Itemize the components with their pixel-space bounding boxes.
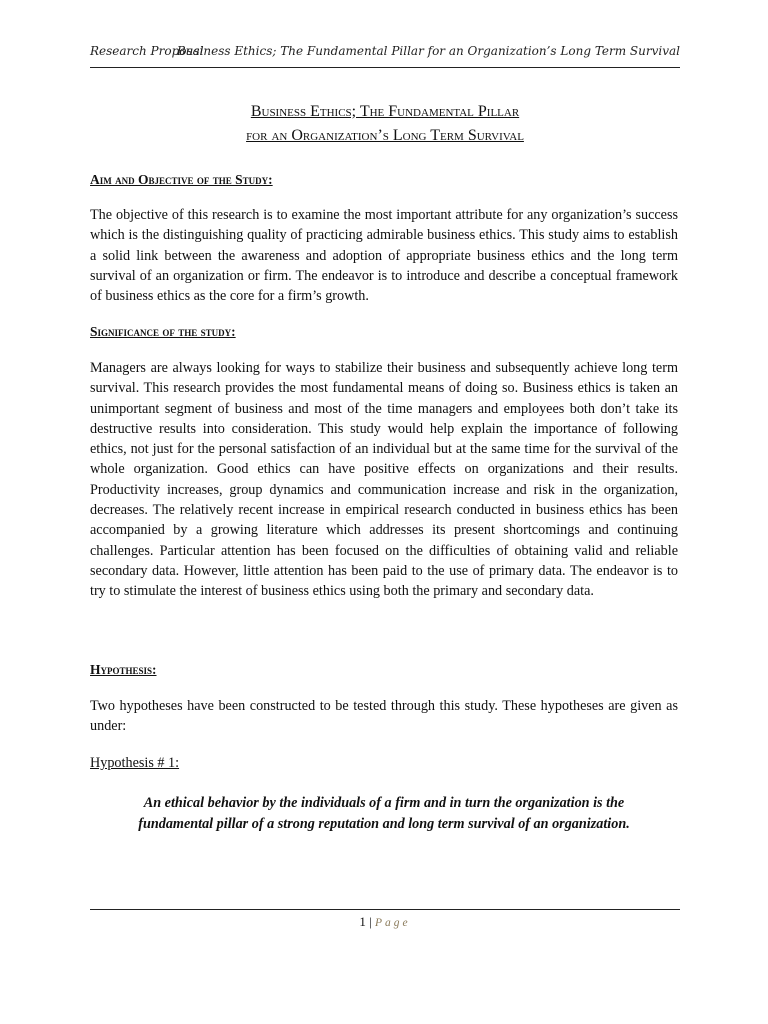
header-left-text: Research Proposal (90, 44, 204, 58)
significance-paragraph: Managers are always looking for ways to stabilize their business and subsequently achieve long term survival. This research provides the most fundamental means of doing so. Business ethics is taken an unimportant segment of business and most of the time managers and employees both don’t take its destructive results into consideration. This study would help explain the importance of following ethics, not just for the personal satisfaction of an individual but at the same time for the survival of the whole organization. Good ethics can have positive effects on organizations and their results. Productivity increases, group dynamics and communication increase and risk in the organization, decreases. The relatively recent increase in empirical research conducted in business ethics has been accompanied by a growing literature which addresses its present shortcomings and continuing challenges. Particular attention has been focused on the difficulties of obtaining valid and reliable secondary data. However, little attention has been paid to the use of primary data. The endeavor is to try to stimulate the interest of business ethics using both the primary and secondary data. (90, 360, 678, 600)
hypothesis-1-statement: An ethical behavior by the individuals of a firm and in turn the organization is the fundamental pillar of a strong reputation and long term survival of an organization. (138, 795, 630, 832)
running-header (90, 44, 680, 68)
header-right-text: Business Ethics; The Fundamental Pillar for an Organization’s Long Term Survival (176, 44, 680, 58)
footer-divider (90, 909, 680, 910)
title-line-1: Business Ethics; The Fundamental Pillar (250, 103, 520, 120)
aim-heading: Aim and Objective of the Study: (90, 172, 273, 187)
page-number: 1 (359, 914, 366, 929)
page-footer (90, 914, 680, 930)
page-word: Page (374, 917, 411, 929)
aim-paragraph: The objective of this research is to examine the most important attribute for any organization’s success which is the distinguishing quality of practicing admirable business ethics. This study aims to establish a solid link between the awareness and adoption of appropriate business ethics and the long term survival of an organization or firm. The endeavor is to introduce and describe a conceptual framework of business ethics as the core for a firm’s growth. (90, 207, 678, 305)
page-separator: | (369, 914, 372, 929)
hypothesis-paragraph: Two hypotheses have been constructed to be tested through this study. These hypotheses are given as under: (90, 698, 678, 735)
hypothesis-heading: Hypothesis: (90, 662, 157, 677)
title-line-2: for an Organization’s Long Term Survival (246, 127, 524, 144)
significance-heading: Significance of the study: (90, 324, 236, 339)
hypothesis-1-label: Hypothesis # 1: (90, 755, 180, 771)
document-title (90, 100, 680, 148)
